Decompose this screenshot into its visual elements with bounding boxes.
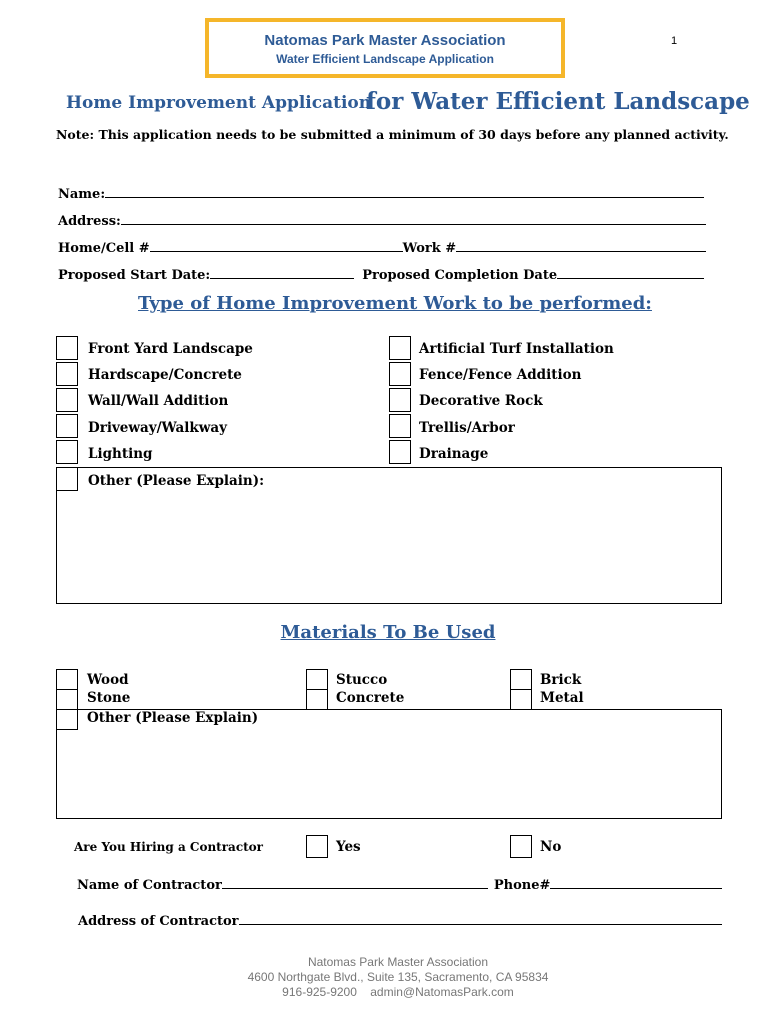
footer-address: 4600 Northgate Blvd., Suite 135, Sacramento, CA 95834 (247, 970, 549, 984)
artificial-turf-checkbox[interactable] (389, 336, 411, 360)
dates-row (58, 266, 704, 284)
application-subtitle: Water Efficient Landscape Application (276, 52, 494, 66)
header-box (205, 18, 565, 78)
metal-checkbox[interactable] (510, 689, 532, 710)
brick-checkbox[interactable] (510, 669, 532, 690)
completion-date-field[interactable] (557, 266, 704, 279)
contractor-name-label: Name of Contractor (77, 878, 222, 893)
material-label: Concrete (336, 690, 405, 706)
name-label: Name: (58, 187, 106, 202)
address-field[interactable] (121, 212, 706, 225)
decorative-rock-checkbox[interactable] (389, 388, 411, 412)
work-item-label: Hardscape/Concrete (88, 367, 242, 383)
start-date-field[interactable] (210, 266, 354, 279)
work-phone-field[interactable] (456, 239, 706, 252)
name-row (58, 185, 704, 203)
association-name: Natomas Park Master Association (264, 32, 506, 49)
address-row (58, 212, 706, 230)
lighting-checkbox[interactable] (56, 440, 78, 464)
contractor-no-label: No (540, 839, 562, 855)
work-item-label: Drainage (419, 446, 489, 462)
work-item-label: Front Yard Landscape (88, 341, 253, 357)
fence-checkbox[interactable] (389, 362, 411, 386)
material-label: Stucco (336, 672, 388, 688)
work-type-heading: Type of Home Improvement Work to be performed: (138, 293, 652, 314)
stone-checkbox[interactable] (56, 689, 78, 710)
address-label: Address: (58, 214, 121, 229)
front-yard-checkbox[interactable] (56, 336, 78, 360)
work-item-label: Driveway/Walkway (88, 420, 227, 436)
material-label: Wood (87, 672, 129, 688)
page-number: 1 (671, 35, 678, 47)
wood-checkbox[interactable] (56, 669, 78, 690)
contractor-address-label: Address of Contractor (78, 914, 239, 929)
material-label: Brick (540, 672, 582, 688)
page-title-part2: for Water Efficient Landscape (366, 88, 750, 115)
material-label: Metal (540, 690, 584, 706)
trellis-checkbox[interactable] (389, 414, 411, 438)
materials-other-checkbox[interactable] (56, 709, 78, 730)
contractor-address-field[interactable] (239, 912, 722, 925)
work-item-label: Artificial Turf Installation (419, 341, 614, 357)
contractor-address-row (78, 912, 722, 930)
work-item-label: Wall/Wall Addition (88, 393, 229, 409)
work-item-label: Trellis/Arbor (419, 420, 515, 436)
footer-association: Natomas Park Master Association (307, 955, 489, 969)
work-other-checkbox[interactable] (56, 467, 78, 491)
contractor-no-checkbox[interactable] (510, 835, 532, 858)
completion-date-label: Proposed Completion Date (362, 268, 558, 283)
work-phone-label: Work # (402, 241, 457, 256)
page-title-part1: Home Improvement Application (66, 93, 372, 113)
contractor-name-field[interactable] (222, 876, 488, 889)
contractor-phone-field[interactable] (550, 876, 722, 889)
contractor-yes-checkbox[interactable] (306, 835, 328, 858)
hardscape-checkbox[interactable] (56, 362, 78, 386)
phone-row (58, 239, 706, 257)
materials-other-label: Other (Please Explain) (87, 710, 259, 726)
footer-contact: 916-925-9200 admin@NatomasPark.com (282, 985, 514, 999)
home-cell-label: Home/Cell # (58, 241, 150, 256)
stucco-checkbox[interactable] (306, 669, 328, 690)
work-item-label: Lighting (88, 446, 153, 462)
home-cell-field[interactable] (150, 239, 403, 252)
driveway-checkbox[interactable] (56, 414, 78, 438)
start-date-label: Proposed Start Date: (58, 268, 211, 283)
work-other-label: Other (Please Explain): (88, 473, 265, 489)
contractor-question: Are You Hiring a Contractor (74, 840, 263, 854)
material-label: Stone (87, 690, 131, 706)
concrete-checkbox[interactable] (306, 689, 328, 710)
drainage-checkbox[interactable] (389, 440, 411, 464)
name-field[interactable] (105, 185, 704, 198)
submission-note: Note: This application needs to be submitted a minimum of 30 days before any planned activity. (56, 127, 729, 142)
contractor-yes-label: Yes (336, 839, 361, 855)
contractor-name-row (77, 876, 722, 894)
work-item-label: Fence/Fence Addition (419, 367, 582, 383)
materials-heading: Materials To Be Used (280, 622, 496, 643)
contractor-phone-label: Phone# (493, 878, 551, 893)
wall-checkbox[interactable] (56, 388, 78, 412)
work-item-label: Decorative Rock (419, 393, 543, 409)
